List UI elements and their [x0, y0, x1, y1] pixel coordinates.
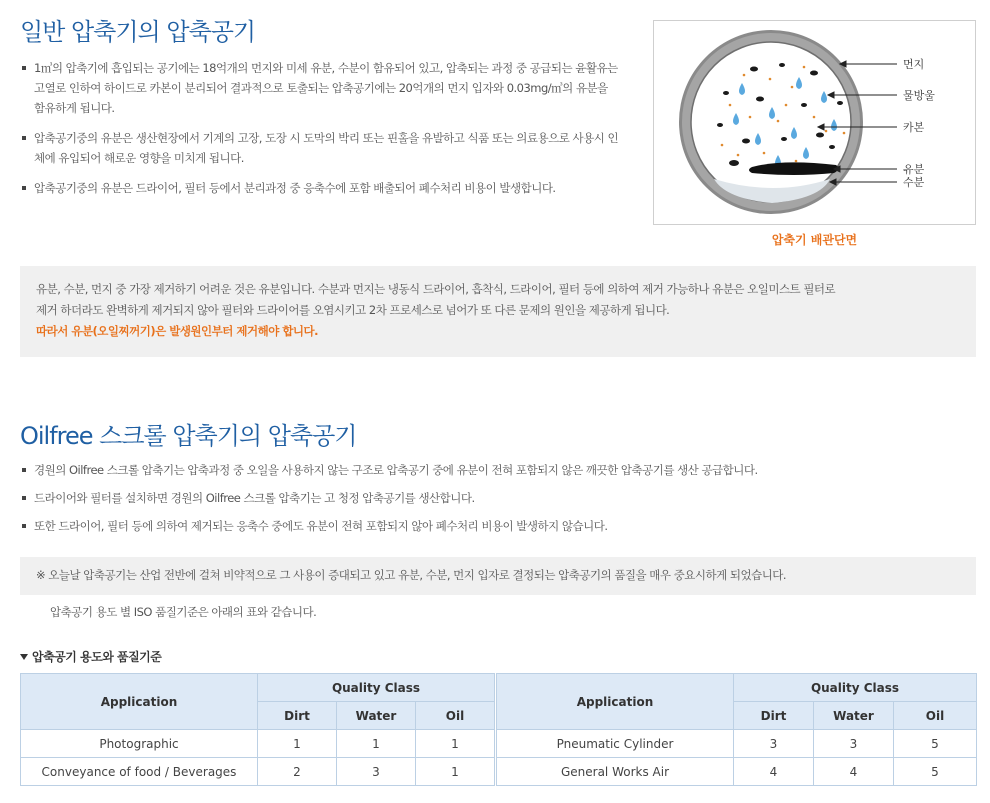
- header-water-right: Water: [814, 702, 894, 730]
- cell-water: 3: [814, 730, 894, 758]
- iso-standard-intro: 압축공기 용도 별 ISO 품질기준은 아래의 표와 같습니다.: [50, 605, 317, 619]
- header-application-right: Application: [497, 674, 734, 730]
- header-dirt-right: Dirt: [734, 702, 814, 730]
- section2-bullet-2: 드라이어와 필터를 설치하면 경원의 Oilfree 스크롤 압축기는 고 청정 압축공기를 생산합니다.: [20, 488, 960, 508]
- header-application-left: Application: [21, 674, 258, 730]
- section1-bullet-1: 1㎥의 압축기에 흡입되는 공기에는 18억개의 먼지와 미세 유분, 수분이 함유되어 있고, 압축되는 과정 중 공급되는 윤활유는 고열로 인하여 하이드로 카본이 분리되어 결과적으로 토출되는 압축공기에는 20억개의 먼지 입자와 0.03mg/㎥의 유분을 함유하게 됩니다.: [20, 58, 620, 118]
- section2-title: Oilfree 스크롤 압축기의 압축공기: [20, 422, 357, 450]
- header-dirt-left: Dirt: [258, 702, 337, 730]
- pipe-interior: [691, 42, 851, 202]
- air-quality-importance-note: ※ 오늘날 압축공기는 산업 전반에 걸쳐 비약적으로 그 사용이 증대되고 있고 유분, 수분, 먼지 입자로 결정되는 압축공기의 품질을 매우 중요시하게 되었습니다.: [20, 557, 976, 595]
- cell-water: 4: [814, 758, 894, 786]
- header-oil-right: Oil: [894, 702, 977, 730]
- section1-bullet-2: 압축공기중의 유분은 생산현장에서 기계의 고장, 도장 시 도막의 박리 또는 핀홀을 유발하고 식품 또는 의료용으로 사용시 인체에 유입되어 해로운 영향을 미치게 됩니다.: [20, 128, 620, 168]
- pipe-cross-section-illustration: [654, 21, 975, 224]
- section1-bullet-list: [20, 58, 620, 208]
- label-moisture: 수분: [903, 176, 925, 189]
- label-dust: 먼지: [903, 58, 925, 71]
- cell-water: 3: [337, 758, 416, 786]
- cell-application: General Works Air: [497, 758, 734, 786]
- cell-application: Photographic: [21, 730, 258, 758]
- cell-dirt: 1: [258, 730, 337, 758]
- section2-bullet-1: 경원의 Oilfree 스크롤 압축기는 압축과정 중 오일을 사용하지 않는 구조로 압축공기 중에 유분이 전혀 포함되지 않은 깨끗한 압축공기를 생산 공급합니다.: [20, 460, 960, 480]
- figure-caption: 압축기 배관단면: [771, 233, 858, 247]
- cell-application: Pneumatic Cylinder: [497, 730, 734, 758]
- table-header-row-1: [21, 674, 977, 702]
- cell-dirt: 4: [734, 758, 814, 786]
- cell-oil: 1: [416, 758, 495, 786]
- cell-dirt: 3: [734, 730, 814, 758]
- header-quality-right: Quality Class: [734, 674, 977, 702]
- note-text-line-1: 유분, 수분, 먼지 중 가장 제거하기 어려운 것은 유분입니다. 수분과 먼지는 냉동식 드라이어, 흡착식, 드라이어, 필터 등에 의하여 제거 가능하나 유분은 오일미스트 필터로: [36, 282, 836, 296]
- table-row: [21, 758, 977, 786]
- section2-bullet-3: 또한 드라이어, 필터 등에 의하여 제거되는 응축수 중에도 유분이 전혀 포함되지 않아 폐수처리 비용이 발생하지 않습니다.: [20, 516, 960, 536]
- table-title-text: 압축공기 용도와 품질기준: [32, 650, 162, 664]
- section1-title: 일반 압축기의 압축공기: [20, 18, 256, 46]
- cell-water: 1: [337, 730, 416, 758]
- pipe-cross-section-figure: [653, 20, 976, 225]
- label-carbon: 카본: [903, 121, 925, 134]
- cell-oil: 5: [894, 730, 977, 758]
- cell-dirt: 2: [258, 758, 337, 786]
- label-oil: 유분: [903, 163, 925, 176]
- note-highlight: 따라서 유분(오일찌꺼기)은 발생원인부터 제거해야 합니다.: [36, 324, 319, 338]
- section1-bullet-3: 압축공기중의 유분은 드라이어, 필터 등에서 분리과정 중 응축수에 포함 배출되어 폐수처리 비용이 발생합니다.: [20, 178, 620, 198]
- header-quality-left: Quality Class: [258, 674, 495, 702]
- cell-oil: 1: [416, 730, 495, 758]
- label-water-droplet: 물방울: [903, 89, 935, 102]
- cell-oil: 5: [894, 758, 977, 786]
- triangle-down-icon: [20, 654, 28, 660]
- note-text-line-2: 제거 하더라도 완벽하게 제거되지 않아 필터와 드라이어를 오염시키고 2차 프로세스로 넘어가 또 다른 문제의 원인을 제공하게 됩니다.: [36, 303, 670, 317]
- quality-class-table: [20, 673, 977, 786]
- header-oil-left: Oil: [416, 702, 495, 730]
- table-row: [21, 730, 977, 758]
- section2-bullet-list: [20, 460, 960, 544]
- header-water-left: Water: [337, 702, 416, 730]
- cell-application: Conveyance of food / Beverages: [21, 758, 258, 786]
- oil-removal-note: [20, 266, 976, 357]
- table-title: [20, 648, 161, 665]
